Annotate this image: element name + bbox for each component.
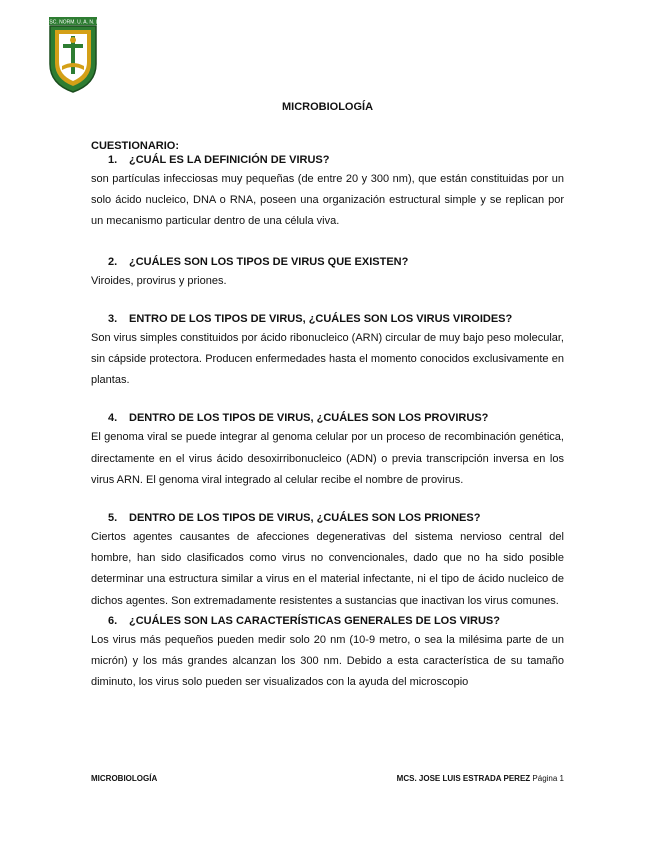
page-title: MICROBIOLOGÍA xyxy=(281,101,374,113)
answer-text: El genoma viral se puede integrar al genoma celular por un proceso de recombinación genética, directamente en el virus ácido desoxirribonucleico (ADN) o previa transcripción inversa en los virus ARN. El genoma viral integrado al celular recibe el nombre de provirus. xyxy=(91,431,564,486)
question-heading xyxy=(91,511,564,525)
question-text: DENTRO DE LOS TIPOS DE VIRUS, ¿CUÁLES SON LOS PROVIRUS? xyxy=(129,412,489,425)
logo-text: ESC. NORM. U. A. N. L. xyxy=(48,19,98,26)
footer-right xyxy=(397,774,564,783)
answer-text: Son virus simples constituidos por ácido ribonucleico (ARN) circular de muy bajo peso molecular, sin cápside protectora. Producen enfermedades hasta el momento conocidos exclusivamente en plantas. xyxy=(91,331,564,387)
question-text: DENTRO DE LOS TIPOS DE VIRUS, ¿CUÁLES SON LOS PRIONES? xyxy=(129,512,481,525)
question-heading xyxy=(91,153,564,167)
question-heading xyxy=(91,614,564,628)
section-label: CUESTIONARIO: xyxy=(91,140,179,152)
question-block-6 xyxy=(91,614,564,694)
school-logo xyxy=(48,16,98,94)
answer-text: Ciertos agentes causantes de afecciones degenerativas del sistema nervioso central del hombre, han sido clasificados como virus no convencionales, dado que no ha sido posible determinar una estructura similar a virus en el material infectante, ni el tipo de ácido nucleico de dichos agentes. Son extremadamente resistentes a sustancias que inactivan los virus comunes. xyxy=(91,531,564,607)
question-number: 6. xyxy=(108,614,118,627)
question-text: ¿CUÁLES SON LAS CARACTERÍSTICAS GENERALES DE LOS VIRUS? xyxy=(129,614,500,627)
question-text: ENTRO DE LOS TIPOS DE VIRUS, ¿CUÁLES SON LOS VIRUS VIROIDES? xyxy=(129,312,513,325)
footer-left: MICROBIOLOGÍA xyxy=(91,774,158,783)
question-number: 4. xyxy=(108,412,118,425)
question-block-3 xyxy=(91,312,564,392)
document-body xyxy=(91,140,564,693)
question-text: ¿CUÁLES SON LOS TIPOS DE VIRUS QUE EXISTEN? xyxy=(129,255,409,268)
question-block-1 xyxy=(91,153,564,233)
question-heading xyxy=(91,312,564,326)
answer-text: Los virus más pequeños pueden medir solo 20 nm (10-9 metro, o sea la milésima parte de un micrón) y los más grandes alcanzan los 300 nm. Debido a esta característica de su tamaño diminuto, los virus solo pueden ser visualizados con la ayuda del microscopio xyxy=(91,633,564,689)
question-number: 5. xyxy=(108,512,118,525)
question-text: ¿CUÁL ES LA DEFINICIÓN DE VIRUS? xyxy=(129,154,330,166)
question-block-2 xyxy=(91,255,564,292)
page-footer xyxy=(91,774,564,783)
answer-text: son partículas infecciosas muy pequeñas (de entre 20 y 300 nm), que están constituidas por un solo ácido nucleico, DNA o RNA, poseen una organización estructural simple y se replican por un mecanismo particular dentro de una célula viva. xyxy=(91,173,564,228)
question-heading xyxy=(91,255,564,269)
question-number: 3. xyxy=(108,312,118,325)
footer-author: MCS. JOSE LUIS ESTRADA PEREZ xyxy=(396,774,531,783)
crest-icon xyxy=(48,16,98,94)
answer-text: Viroides, provirus y priones. xyxy=(91,274,227,287)
question-number: 1. xyxy=(108,154,118,166)
question-block-5 xyxy=(91,511,564,612)
page-number: Página 1 xyxy=(532,774,564,783)
question-number: 2. xyxy=(108,255,118,268)
question-block-4 xyxy=(91,411,564,491)
question-heading xyxy=(91,411,564,425)
